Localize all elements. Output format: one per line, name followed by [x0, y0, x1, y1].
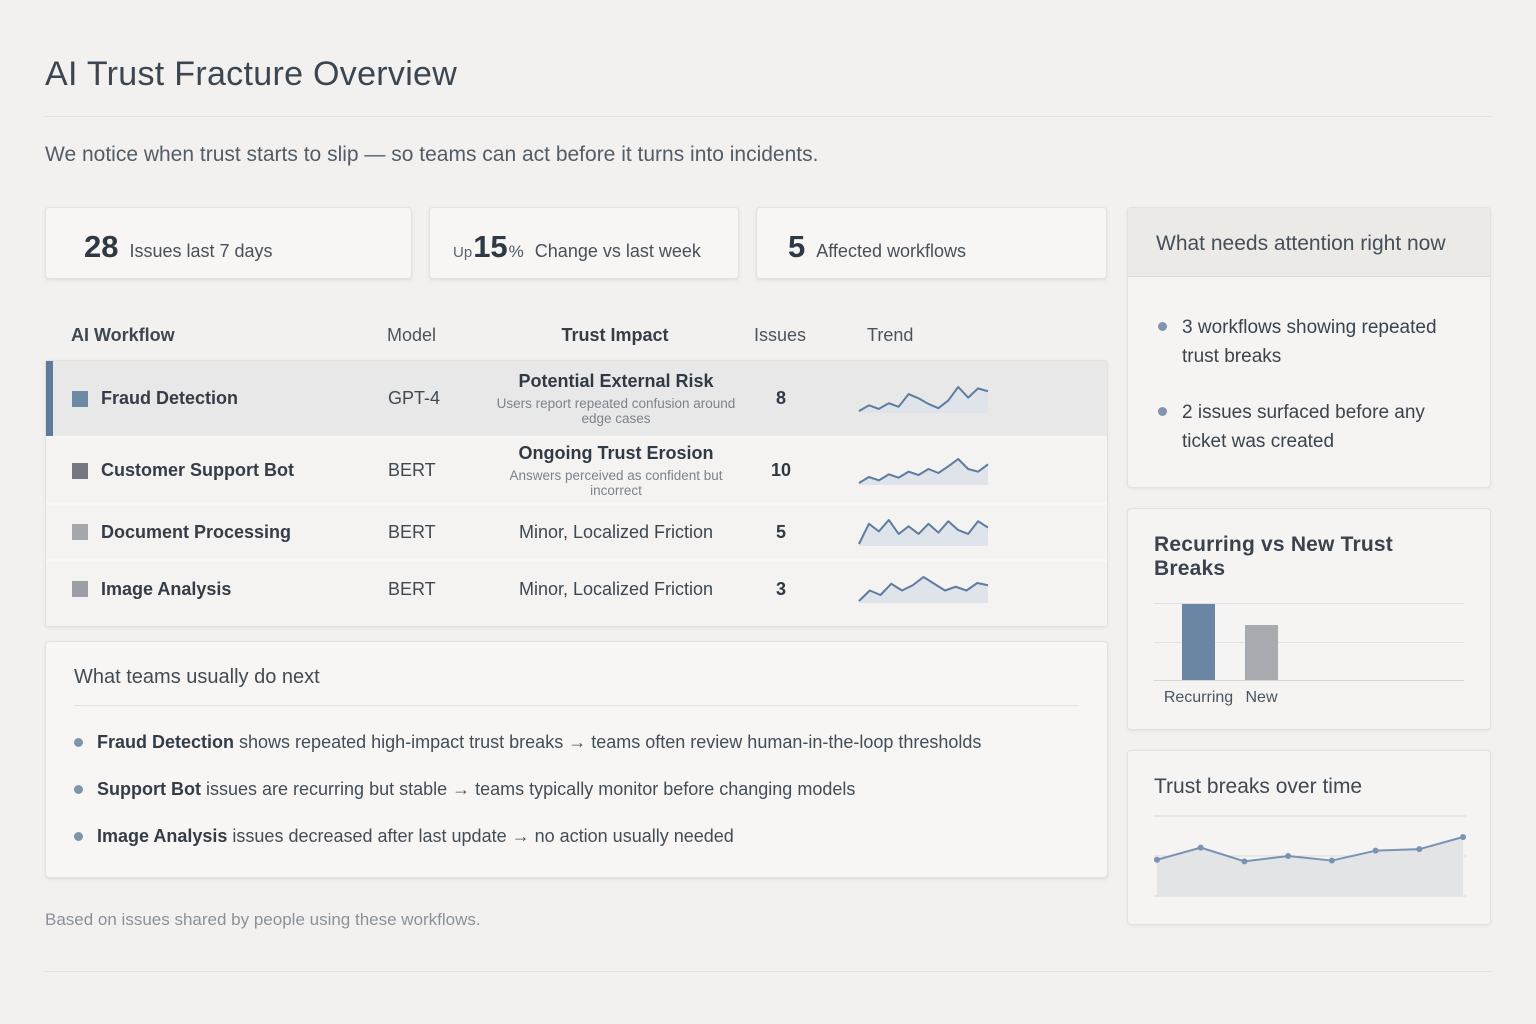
- trust-impact-cell: [496, 371, 736, 426]
- arrow-right-icon: →: [452, 779, 471, 799]
- selected-row-accent-bar: [46, 361, 53, 436]
- next-step-rest: issues decreased after last update: [232, 826, 507, 846]
- next-step-action: teams typically monitor before changing models: [475, 779, 856, 799]
- trend-cell: [826, 517, 1107, 547]
- column-header-workflow: AI Workflow: [71, 325, 175, 345]
- trust-impact-note: Users report repeated confusion around edge cases: [496, 396, 736, 426]
- trust-impact-label: Ongoing Trust Erosion: [518, 443, 714, 463]
- next-step-action: teams often review human-in-the-loop thresholds: [591, 732, 982, 752]
- workflow-cell: [46, 579, 366, 600]
- next-step-text: [97, 779, 855, 800]
- attention-title: What needs attention right now: [1156, 232, 1446, 255]
- next-step-lead: Fraud Detection: [97, 732, 235, 752]
- line-chart-plot-area: [1154, 815, 1464, 902]
- issues-count: 10: [770, 460, 792, 480]
- table-row-customer-support-bot[interactable]: [46, 436, 1107, 502]
- bullet-dot-icon: [1158, 322, 1167, 331]
- attention-card-header: [1128, 208, 1490, 277]
- workflow-swatch-icon: [72, 463, 88, 479]
- issues-count: 5: [775, 521, 786, 542]
- column-header-model: Model: [387, 325, 437, 345]
- attention-card: [1127, 207, 1491, 488]
- kpi-suffix: %: [508, 242, 524, 261]
- bar-label-new: New: [1245, 688, 1278, 706]
- trust-impact-cell: [496, 443, 736, 498]
- workflow-name: Document Processing: [101, 521, 292, 542]
- trend-sparkline: [856, 456, 991, 486]
- kpi-affected-workflows: [756, 207, 1107, 279]
- workflow-name: Fraud Detection: [101, 388, 239, 408]
- bullet-dot-icon: [1158, 407, 1167, 416]
- trust-impact-label: Minor, Localized Friction: [518, 578, 714, 599]
- table-row-image-analysis[interactable]: [46, 559, 1107, 616]
- bar-recurring: [1182, 604, 1215, 680]
- sidebar: [1127, 207, 1491, 945]
- next-step-item: [74, 826, 1079, 847]
- bar-columns: [1154, 604, 1464, 680]
- column-header-issues: Issues: [753, 325, 807, 345]
- trend-sparkline: [856, 384, 991, 414]
- model-cell: BERT: [388, 460, 436, 480]
- attention-item-text: 3 workflows showing repeated trust breaks: [1182, 317, 1437, 368]
- table-row-document-processing[interactable]: [46, 502, 1107, 559]
- kpi-row: [45, 207, 1108, 279]
- model-cell: GPT-4: [388, 388, 441, 408]
- workflow-swatch-icon: [72, 391, 88, 407]
- footer-divider: [45, 971, 1491, 972]
- arrow-right-icon: →: [511, 826, 530, 846]
- kpi-issues-last-7-days: [45, 207, 412, 279]
- next-step-text: [97, 826, 734, 847]
- next-step-text: [97, 732, 981, 753]
- page-subtitle: We notice when trust starts to slip — so teams can act before it turns into incidents.: [45, 143, 819, 166]
- next-step-item: [74, 779, 1079, 800]
- trust-impact-cell: [496, 522, 736, 543]
- trust-breaks-line-chart: [1154, 815, 1466, 897]
- page-title: AI Trust Fracture Overview: [45, 55, 458, 93]
- workflow-table: [45, 360, 1108, 627]
- bullet-dot-icon: [74, 738, 83, 747]
- trust-impact-label: Potential External Risk: [518, 371, 714, 391]
- bar-label-recurring: Recurring: [1163, 688, 1234, 706]
- workflow-cell: [46, 388, 366, 409]
- bar-chart-title: Recurring vs New Trust Breaks: [1154, 532, 1393, 580]
- issues-count: 8: [775, 388, 786, 408]
- line-chart-title: Trust breaks over time: [1154, 774, 1363, 798]
- workflow-name: Image Analysis: [101, 578, 232, 599]
- kpi-change-vs-last-week: [429, 207, 739, 279]
- kpi-label: Change vs last week: [534, 241, 701, 261]
- attention-item-text: 2 issues surfaced before any ticket was created: [1182, 401, 1425, 453]
- table-header: [45, 325, 1108, 360]
- trust-impact-note: Answers perceived as confident but incorrect: [509, 468, 723, 498]
- kpi-label: Affected workflows: [816, 241, 966, 261]
- model-cell: BERT: [388, 578, 436, 599]
- column-header-trust-impact: Trust Impact: [561, 325, 669, 345]
- next-step-rest: issues are recurring but stable: [206, 779, 448, 799]
- attention-card-body: [1128, 277, 1490, 487]
- workflow-cell: [46, 460, 366, 481]
- next-step-lead: Support Bot: [97, 779, 201, 799]
- bullet-dot-icon: [74, 785, 83, 794]
- column-header-trend: Trend: [867, 325, 914, 345]
- content-grid: [45, 207, 1491, 945]
- next-step-lead: Image Analysis: [97, 826, 228, 846]
- title-divider: [45, 116, 1491, 117]
- trend-cell: [826, 456, 1107, 486]
- trust-impact-label: Minor, Localized Friction: [518, 521, 714, 542]
- workflow-cell: [46, 522, 366, 543]
- workflow-swatch-icon: [72, 524, 88, 540]
- bar-new: [1245, 625, 1278, 680]
- next-steps-divider: [74, 705, 1079, 706]
- table-row-fraud-detection[interactable]: [46, 361, 1107, 436]
- bar-chart-labels: [1154, 689, 1464, 707]
- kpi-value: 28: [84, 229, 119, 264]
- model-cell: BERT: [388, 521, 436, 542]
- main-column: [45, 207, 1108, 945]
- next-steps-card: [45, 641, 1108, 878]
- recurring-vs-new-chart-card: [1127, 508, 1491, 730]
- attention-item: [1158, 398, 1460, 457]
- trend-sparkline: [856, 517, 991, 547]
- attention-item: [1158, 313, 1460, 372]
- next-steps-title: What teams usually do next: [74, 666, 320, 688]
- next-step-item: [74, 732, 1079, 753]
- bullet-dot-icon: [74, 832, 83, 841]
- kpi-value: 5: [788, 229, 806, 264]
- next-step-rest: shows repeated high-impact trust breaks: [239, 732, 564, 752]
- kpi-value: 15: [473, 229, 508, 264]
- arrow-right-icon: →: [568, 732, 587, 752]
- trend-cell: [826, 574, 1107, 604]
- kpi-label: Issues last 7 days: [129, 241, 273, 261]
- trust-impact-cell: [496, 579, 736, 600]
- workflow-name: Customer Support Bot: [101, 460, 294, 480]
- issues-count: 3: [775, 578, 786, 599]
- trust-breaks-over-time-card: [1127, 750, 1491, 925]
- trend-cell: [826, 384, 1107, 414]
- footnote: Based on issues shared by people using these workflows.: [45, 910, 481, 929]
- bar-chart-plot-area: [1154, 603, 1464, 681]
- kpi-prefix: Up: [453, 244, 473, 261]
- trend-sparkline: [856, 574, 991, 604]
- next-step-action: no action usually needed: [534, 826, 734, 846]
- workflow-swatch-icon: [72, 581, 88, 597]
